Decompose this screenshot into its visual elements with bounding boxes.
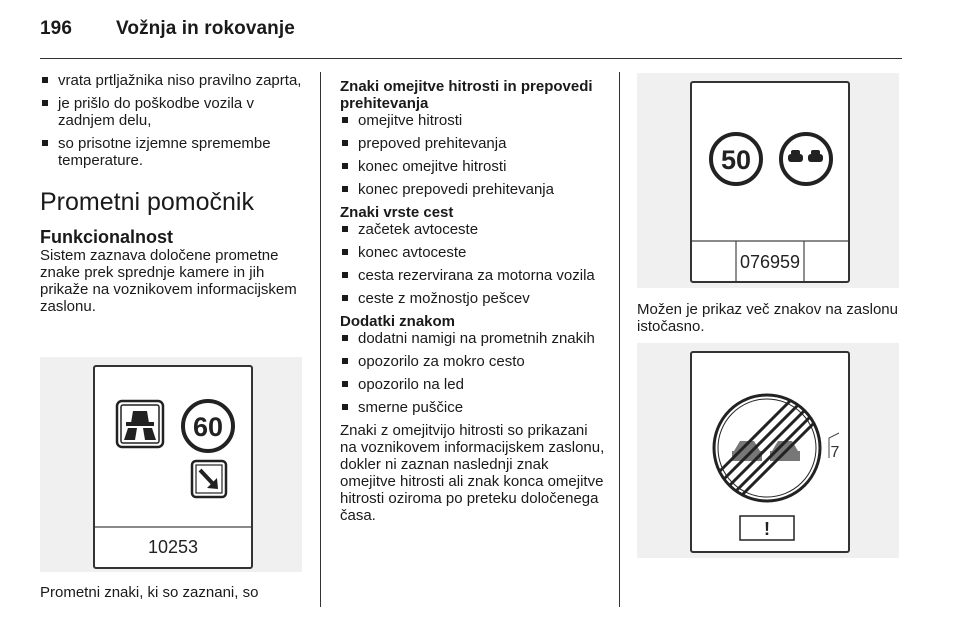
list-item: začetek avtoceste: [340, 221, 605, 238]
display-panel: [690, 81, 850, 283]
list-item: smerne puščice: [340, 399, 605, 416]
list-item: prepoved prehitevanja: [340, 135, 605, 152]
side-digit: 7: [830, 444, 840, 461]
figure-code: 10253: [147, 537, 199, 557]
arrow-down-right-icon: [192, 461, 226, 497]
warning-mark: !: [764, 519, 770, 539]
figure-display-3: [637, 343, 899, 558]
end-of-no-overtaking-sign-icon: [714, 395, 820, 501]
list-item: konec prepovedi prehitevanja: [340, 181, 605, 198]
speed-limit-sign-icon: [183, 401, 233, 451]
display-panel: [690, 351, 850, 553]
section-title: Prometni pomočnik: [40, 188, 254, 216]
group-heading: Znaki vrste cest: [340, 204, 454, 221]
figure-display-2: [637, 73, 899, 288]
list-item: vrata prtljažnika niso pravilno zaprta,: [40, 72, 302, 89]
list-item: je prišlo do poškodbe vozila v zadnjem delu,: [40, 95, 302, 129]
column-2: [340, 78, 605, 530]
list-item: ceste z možnostjo pešcev: [340, 290, 605, 307]
list-item: konec avtoceste: [340, 244, 605, 261]
list-item: omejitve hitrosti: [340, 112, 605, 129]
motorway-sign-icon: [117, 401, 163, 447]
paragraph: Znaki z omejitvijo hitrosti so prikazani na voznikovem informacijskem zaslonu, dokler ni zaznan naslednji znak omejitve hitrosti ali znak konca omejitve hitrosti oziroma po preteku določenega časa.: [340, 422, 605, 524]
paragraph: Možen je prikaz več znakov na zaslonu istočasno.: [637, 301, 898, 335]
column-1: [40, 72, 302, 321]
speed-value: 50: [720, 145, 752, 175]
list-item: opozorilo na led: [340, 376, 605, 393]
warning-plate-icon: [740, 516, 794, 540]
column-divider: [619, 72, 620, 607]
page-title: Vožnja in rokovanje: [116, 18, 295, 39]
list-item: konec omejitve hitrosti: [340, 158, 605, 175]
page-header: [40, 18, 295, 40]
speed-limit-sign-icon: [711, 134, 761, 184]
header-rule: [40, 58, 902, 59]
list-item: so prisotne izjemne spremembe temperature.: [40, 135, 302, 169]
paragraph: Prometni znaki, ki so zaznani, so: [40, 584, 259, 601]
speed-value: 60: [192, 412, 224, 442]
list-item: opozorilo za mokro cesto: [340, 353, 605, 370]
group-heading: Znaki omejitve hitrosti in prepovedi prehitevanja: [340, 78, 593, 112]
group-heading: Dodatki znakom: [340, 313, 456, 330]
paragraph: Sistem zaznava določene prometne znake prek sprednje kamere in jih prikaže na voznikovem informacijskem zaslonu.: [40, 247, 297, 315]
no-overtaking-sign-icon: [781, 134, 831, 184]
figure-display-1: [40, 357, 302, 572]
side-marker: [829, 433, 840, 461]
figure-code: 076959: [739, 252, 801, 272]
list-item: dodatni namigi na prometnih znakih: [340, 330, 605, 347]
column-divider: [320, 72, 321, 607]
subsection-title: Funkcionalnost: [40, 227, 174, 247]
page-number: 196: [40, 18, 73, 39]
display-panel: [93, 365, 253, 569]
list-item: cesta rezervirana za motorna vozila: [340, 267, 605, 284]
